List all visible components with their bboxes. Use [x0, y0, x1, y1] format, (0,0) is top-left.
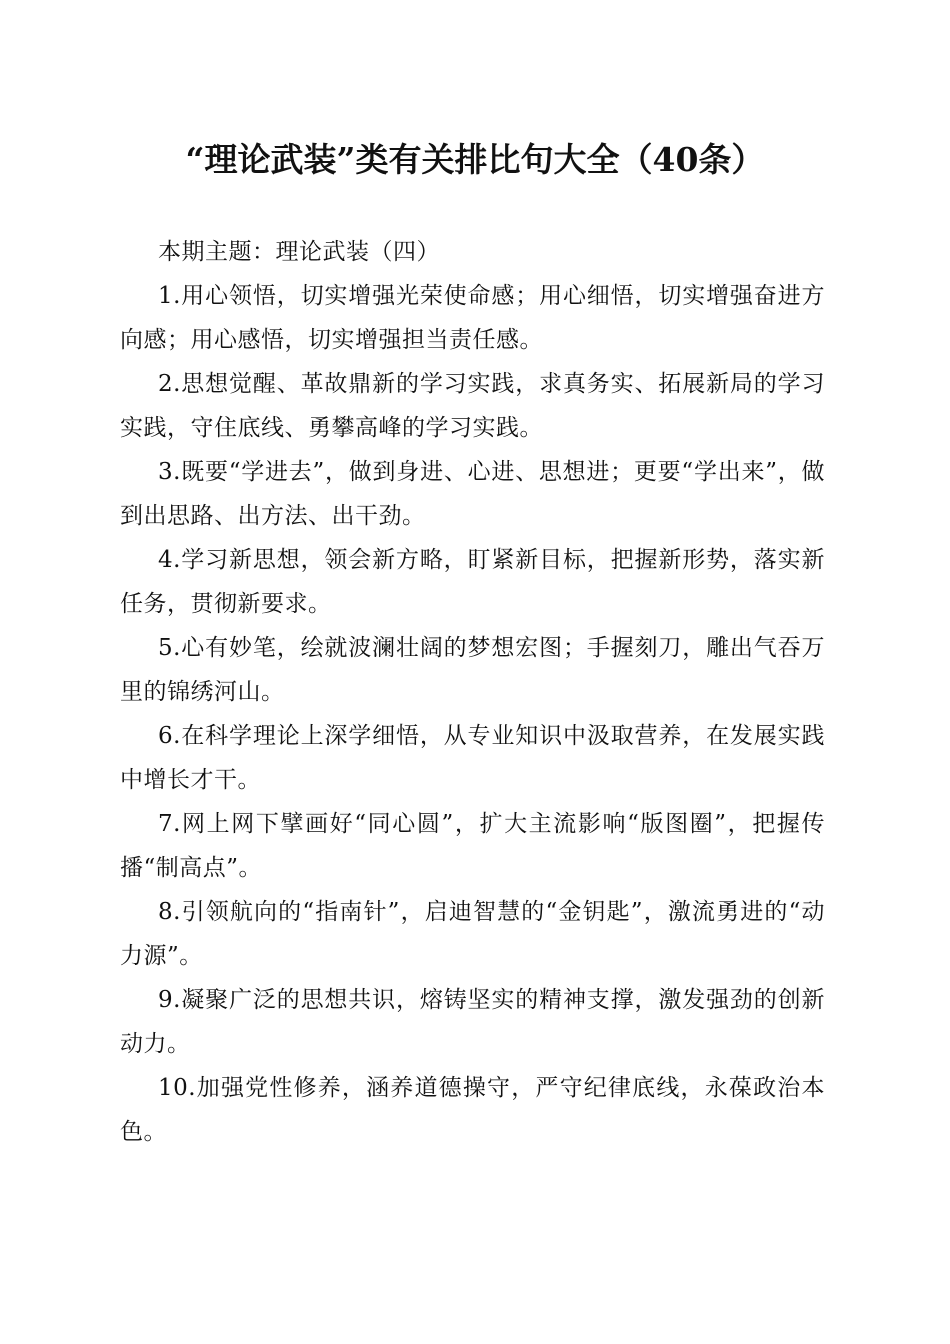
list-item: 10.加强党性修养，涵养道德操守，严守纪律底线，永葆政治本色。 — [120, 1075, 825, 1145]
document-title: “理论武装”类有关排比句大全（40条） — [185, 140, 765, 179]
list-item: 6.在科学理论上深学细悟，从专业知识中汲取营养，在发展实践中增长才干。 — [120, 723, 825, 793]
list-item: 8.引领航向的“指南针”，启迪智慧的“金钥匙”，激流勇进的“动力源”。 — [120, 899, 825, 969]
list-item: 5.心有妙笔，绘就波澜壮阔的梦想宏图；手握刻刀，雕出气吞万里的锦绣河山。 — [120, 635, 825, 705]
list-item: 4.学习新思想，领会新方略，盯紧新目标，把握新形势，落实新任务，贯彻新要求。 — [120, 547, 825, 617]
list-item: 1.用心领悟，切实增强光荣使命感；用心细悟，切实增强奋进方向感；用心感悟，切实增强担当责任感。 — [120, 283, 825, 353]
document-body — [120, 230, 825, 1154]
theme-line: 本期主题：理论武装（四） — [158, 239, 440, 265]
list-item: 3.既要“学进去”，做到身进、心进、思想进；更要“学出来”，做到出思路、出方法、出干劲。 — [120, 459, 825, 529]
list-item: 2.思想觉醒、革故鼎新的学习实践，求真务实、拓展新局的学习实践，守住底线、勇攀高峰的学习实践。 — [120, 371, 825, 441]
list-item: 9.凝聚广泛的思想共识，熔铸坚实的精神支撑，激发强劲的创新动力。 — [120, 987, 825, 1057]
list-item: 7.网上网下擘画好“同心圆”，扩大主流影响“版图圈”，把握传播“制高点”。 — [120, 811, 825, 881]
